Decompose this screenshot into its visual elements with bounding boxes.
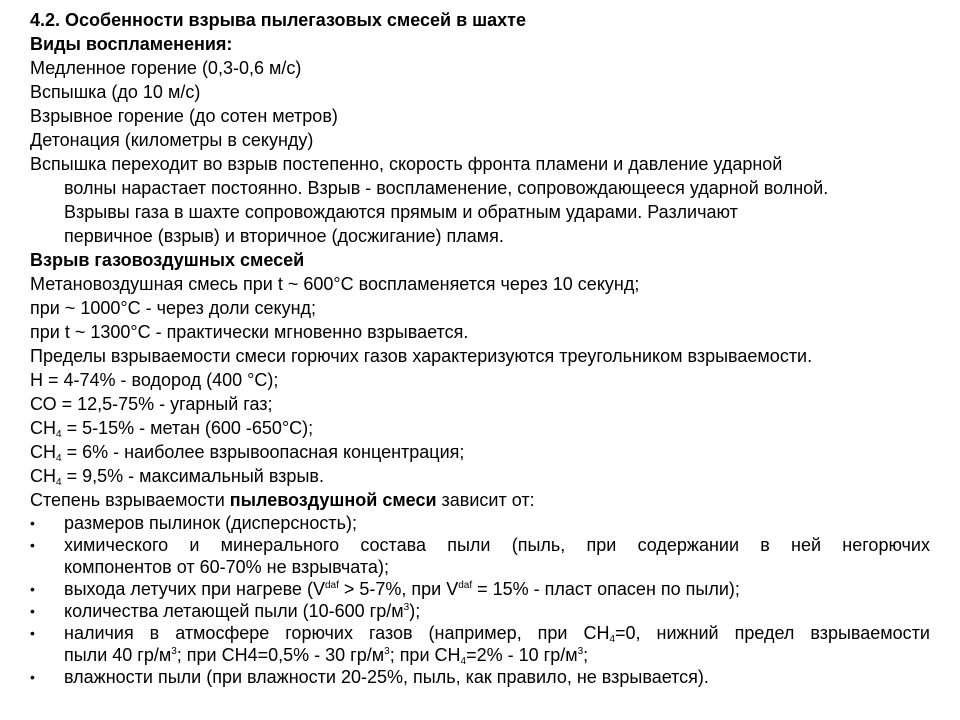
flash-paragraph-line: волны нарастает постоянно. Взрыв - воспламенение, сопровождающееся ударной волной. [64,178,829,198]
text-fragment: =2% - 10 гр/м [466,645,578,665]
dust-intro [30,488,930,512]
methane-text: = 9,5% - максимальный взрыв. [61,466,324,486]
methane-formula: CH [30,466,56,486]
text-fragment: ; [583,645,589,665]
ignition-item: Медленное горение (0,3-0,6 м/с) [30,58,302,78]
text-fragment: ; при СН [389,645,461,665]
gas-air-line: при t ~ 1300°С - практически мгновенно взрывается. [30,322,469,342]
gas-air-line: Н = 4-74% - водород (400 °С); [30,370,279,390]
ignition-item: Взрывное горение (до сотен метров) [30,106,338,126]
text-fragment: ; при СН4=0,5% - 30 гр/м [176,645,385,665]
subscript: 4 [460,656,467,667]
bullet-text: химического и минерального состава пыли (пыль, при содержании в ней негорючих [64,535,930,555]
gas-air-heading: Взрыв газовоздушных смесей [30,250,305,270]
superscript: daf [458,580,473,591]
ignition-item: Детонация (километры в секунду) [30,130,314,150]
list-item [30,534,930,578]
slide-content [30,8,930,688]
dust-intro-pre: Степень взрываемости [30,490,230,510]
list-item [30,578,930,600]
bullet-icon: • [30,669,35,685]
flash-paragraph-line: Взрывы газа в шахте сопровождаются прямым и обратным ударами. Различают [64,202,738,222]
slide-title: 4.2. Особенности взрыва пылегазовых смесей в шахте [30,10,527,30]
superscript: 3 [384,646,390,657]
bullet-text [64,622,930,644]
text-fragment: выхода летучих при нагреве (V [64,579,325,599]
superscript: 3 [403,602,410,613]
bullet-icon: • [30,515,35,531]
bullet-text [64,644,930,666]
gas-air-line: Пределы взрываемости смеси горючих газов характеризуются треугольником взрываемости. [30,346,813,366]
dust-factors-list [30,512,930,688]
methane-line [30,440,930,464]
ignition-heading: Виды воспламенения: [30,34,233,54]
methane-line [30,416,930,440]
bullet-icon: • [30,603,35,619]
gas-air-line: Метановоздушная смесь при t ~ 600°C воспламеняется через 10 секунд; [30,274,640,294]
dust-intro-bold: пылевоздушной смеси [229,490,437,510]
methane-formula: CH [30,442,56,462]
methane-text: = 6% - наиболее взрывоопасная концентрация; [61,442,465,462]
methane-subscript: 4 [56,429,62,440]
text-fragment: =0, нижний предел взрываемости [615,623,930,643]
flash-paragraph-line: Вспышка переходит во взрыв постепенно, скорость фронта пламени и давление ударной [30,154,783,174]
methane-subscript: 4 [56,453,62,464]
bullet-text: влажности пыли (при влажности 20-25%, пыль, как правило, не взрывается). [64,667,709,687]
text-fragment: = 15% - пласт опасен по пыли); [472,579,740,599]
gas-air-line: при ~ 1000°С - через доли секунд; [30,298,317,318]
subscript: 4 [609,634,616,645]
list-item [30,600,930,622]
bullet-icon: • [30,625,35,641]
methane-formula: CH [30,418,56,438]
superscript: 3 [577,646,584,657]
methane-text: = 5-15% - метан (600 -650°С); [61,418,314,438]
bullet-icon: • [30,537,35,553]
dust-intro-post: зависит от: [436,490,535,510]
list-item [30,666,930,688]
text-fragment: ); [409,601,421,621]
text-fragment: количества летающей пыли (10-600 гр/м [64,601,404,621]
bullet-text: размеров пылинок (дисперсность); [64,513,358,533]
bullet-text [64,579,740,599]
bullet-text: компонентов от 60-70% не взрывчата); [64,557,389,577]
ignition-item: Вспышка (до 10 м/с) [30,82,201,102]
text-fragment: пыли 40 гр/м [64,645,172,665]
methane-subscript: 4 [56,477,62,488]
superscript: 3 [171,646,177,657]
flash-paragraph-line: первичное (взрыв) и вторичное (досжигание) пламя. [64,226,504,246]
bullet-text [64,601,420,621]
gas-air-line: СО = 12,5-75% - угарный газ; [30,394,273,414]
text-fragment: > 5-7%, при V [338,579,459,599]
methane-line [30,464,930,488]
superscript: daf [324,580,339,591]
bullet-icon: • [30,581,35,597]
list-item [30,512,930,534]
list-item [30,622,930,666]
text-fragment: наличия в атмосфере горючих газов (например, при СН [64,623,610,643]
